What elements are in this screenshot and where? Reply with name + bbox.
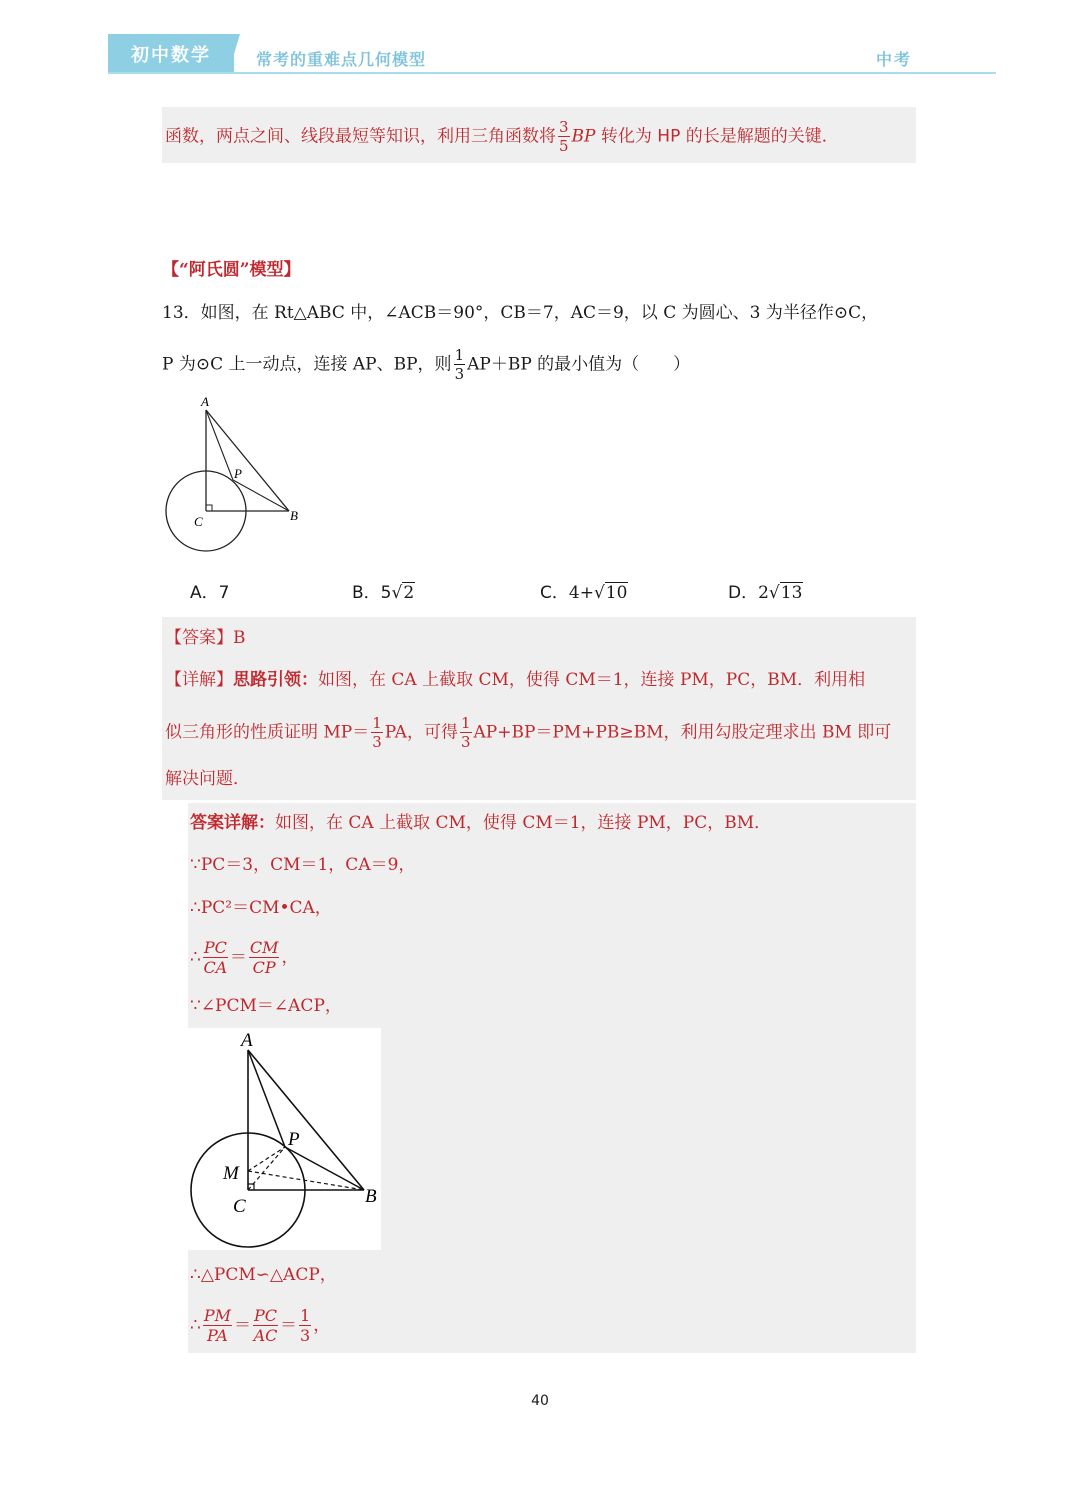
segment-pm-dashed <box>248 1147 285 1171</box>
top-solution-text: 函数，两点之间、线段最短等知识，利用三角函数将 $\frac{3}{5}$ BP 转化为 HP 的长是解题的关键． <box>165 118 839 155</box>
solution-figure <box>188 1028 381 1250</box>
detail-line-3: 解决问题． <box>165 769 250 789</box>
label-p-2: P <box>288 1129 300 1150</box>
page-number: 40 <box>531 1393 549 1409</box>
header-rule <box>108 72 996 74</box>
label-a-2: A <box>241 1030 253 1051</box>
step-3: ∴ $\frac{PC}{CA}$ ＝ $\frac{CM}{CP}$ ， <box>190 938 299 977</box>
segment-ap <box>206 410 233 480</box>
label-c-2: C <box>233 1196 246 1217</box>
right-angle-mark <box>206 505 212 511</box>
detail-line-2: 似三角形的性质证明 MP＝ $\frac{1}{3}$ PA，可得 $\frac{1}{3}$ AP+BP＝PM+PB≥BM，利用勾股定理求出 BM 即可 <box>165 714 892 751</box>
option-a[interactable]: A．7 <box>190 583 230 603</box>
option-d[interactable]: D．2√13 <box>728 583 803 603</box>
header-right-label: 中考 <box>876 50 913 69</box>
answer-line: 【答案】B <box>165 628 246 648</box>
detail-line-1: 【详解】思路引领：如图，在 CA 上截取 CM，使得 CM＝1，连接 PM，PC，BM．利用相 <box>165 670 866 690</box>
header-subtitle: 常考的重难点几何模型 <box>256 50 427 69</box>
question-figure <box>158 392 318 562</box>
fraction-one-third: $\frac{1}{3}$ <box>454 346 465 383</box>
step-5: ∴△PCM∽△ACP， <box>190 1265 337 1285</box>
step-6: ∴ $\frac{PM}{PA}$ ＝ $\frac{PC}{AC}$ ＝ $\frac{1}{3}$ ， <box>190 1306 331 1345</box>
option-c[interactable]: C．4+√10 <box>540 583 628 603</box>
segment-ab-2 <box>248 1050 364 1190</box>
fraction-one-third-a: $\frac{1}{3}$ <box>372 714 382 751</box>
fraction-three-fifths: $\frac{3}{5}$ <box>559 118 569 155</box>
answer-panel <box>162 617 916 800</box>
segment-pb <box>233 480 289 511</box>
question-line-1: 13．如图，在 Rt△ABC 中，∠ACB＝90°，CB＝7，AC＝9，以 C 为圆心、3 为半径作⊙C， <box>162 303 879 323</box>
explain-line: 答案详解：如图，在 CA 上截取 CM，使得 CM＝1，连接 PM，PC，BM． <box>190 813 772 833</box>
option-b[interactable]: B．5√2 <box>352 583 415 603</box>
label-b-2: B <box>365 1186 377 1207</box>
label-a: A <box>201 394 209 409</box>
step-2: ∴PC²＝CM•CA， <box>190 898 332 918</box>
label-p: P <box>234 466 242 481</box>
header-tab-cap <box>228 34 240 74</box>
question-line-2: P 为⊙C 上一动点，连接 AP、BP，则 $\frac{1}{3}$ AP＋BP 的最小值为（ ） <box>162 346 691 383</box>
step-1: ∵PC＝3，CM＝1，CA＝9， <box>190 855 416 875</box>
label-m-2: M <box>223 1163 239 1184</box>
step-4: ∵∠PCM＝∠ACP， <box>190 996 342 1016</box>
segment-ab <box>206 410 289 511</box>
header-tab: 初中数学 <box>108 34 234 74</box>
segment-ap-2 <box>248 1050 285 1147</box>
section-title: 【“阿氏圆”模型】 <box>162 260 301 280</box>
fraction-one-third-b: $\frac{1}{3}$ <box>460 714 471 751</box>
label-b: B <box>290 508 298 523</box>
label-c: C <box>194 514 203 529</box>
